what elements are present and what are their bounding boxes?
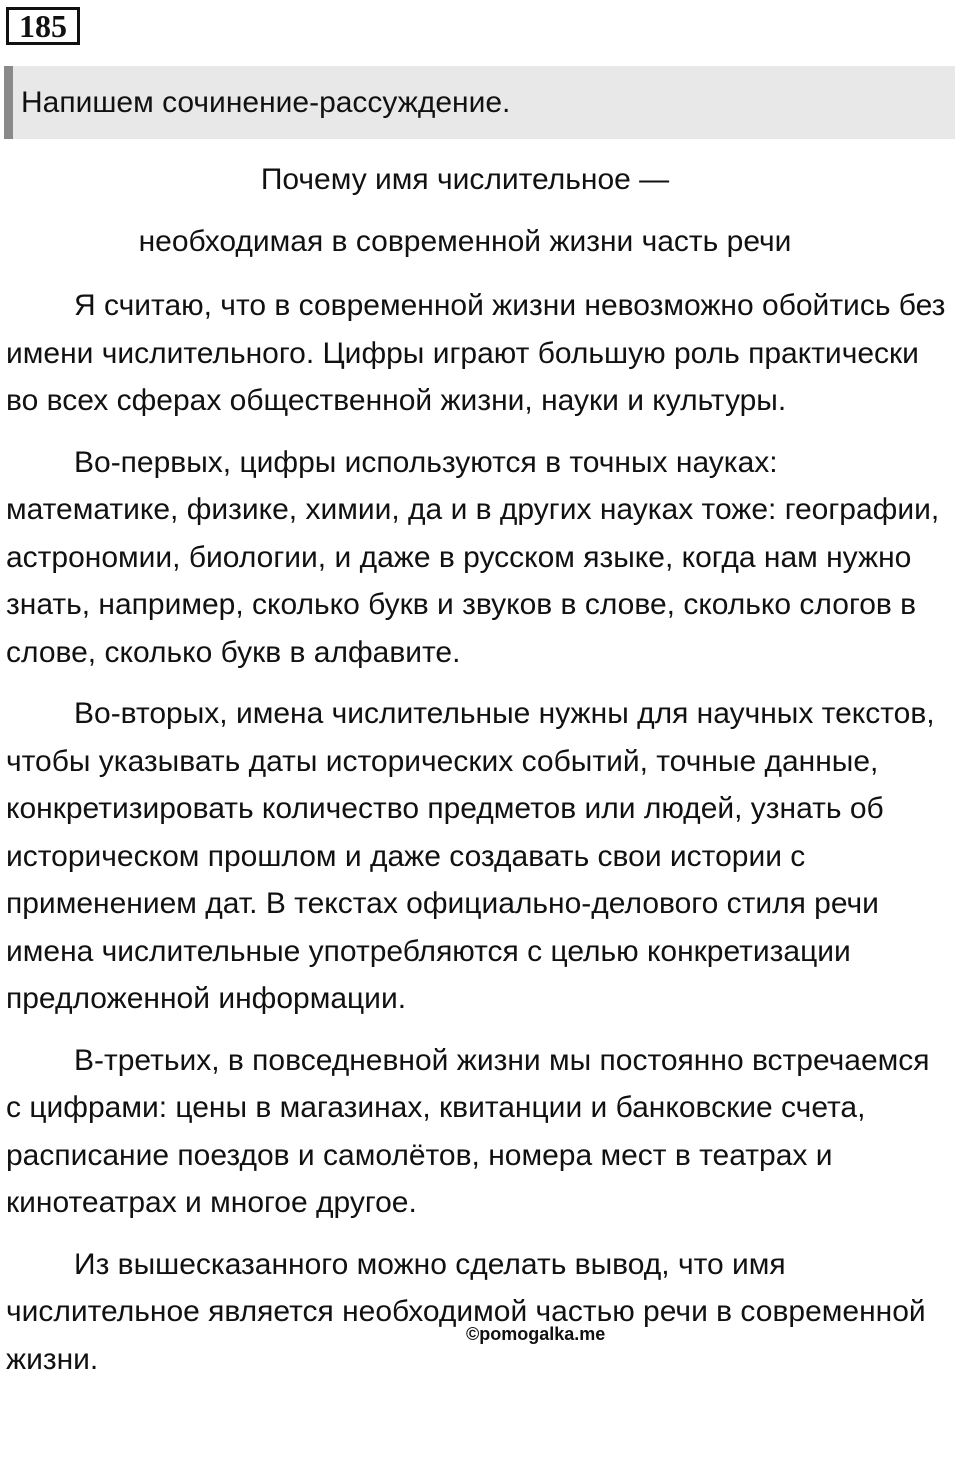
essay-body (6, 282, 951, 1397)
watermark: ©pomogalka.me (466, 1324, 606, 1344)
essay-paragraph: Из вышесказанного можно сделать вывод, что имя числительное является необходимой частью речи в современной жизни. (6, 1247, 926, 1376)
essay-paragraph: Во-вторых, имена числительные нужны для научных текстов, чтобы указывать даты исторических событий, точные данные, конкретизировать количество предметов или людей, узнать об историческом прошлом и даже создавать свои истории с применением дат. В текстах официально-делового стиля речи имена числительные употребляются с целью конкретизации предложенной информации. (6, 697, 935, 1015)
essay-paragraph: В-третьих, в повседневной жизни мы постоянно встречаемся с цифрами: цены в магазинах, квитанции и банковские счета, расписание поездов и самолётов, номера мест в театрах и кинотеатрах и многое другое. (6, 1043, 930, 1219)
task-banner (4, 66, 955, 139)
exercise-number: 185 (6, 7, 80, 45)
task-text: Напишем сочинение-рассуждение. (21, 85, 511, 119)
essay-title-line-2: необходимая в современной жизни часть речи (138, 225, 792, 258)
essay-paragraph: Я считаю, что в современной жизни невозможно обойтись без имени числительного. Цифры играют большую роль практически во всех сферах общественной жизни, науки и культуры. (6, 289, 946, 417)
essay-title-line-1: Почему имя числительное — (260, 163, 670, 196)
essay-paragraph: Во-первых, цифры используются в точных науках: математике, физике, химии, да и в других науках тоже: географии, астрономии, биологии, и даже в русском языке, когда нам нужно знать, например, сколько букв и звуков в слове, сколько слогов в слове, сколько букв в алфавите. (6, 445, 940, 669)
